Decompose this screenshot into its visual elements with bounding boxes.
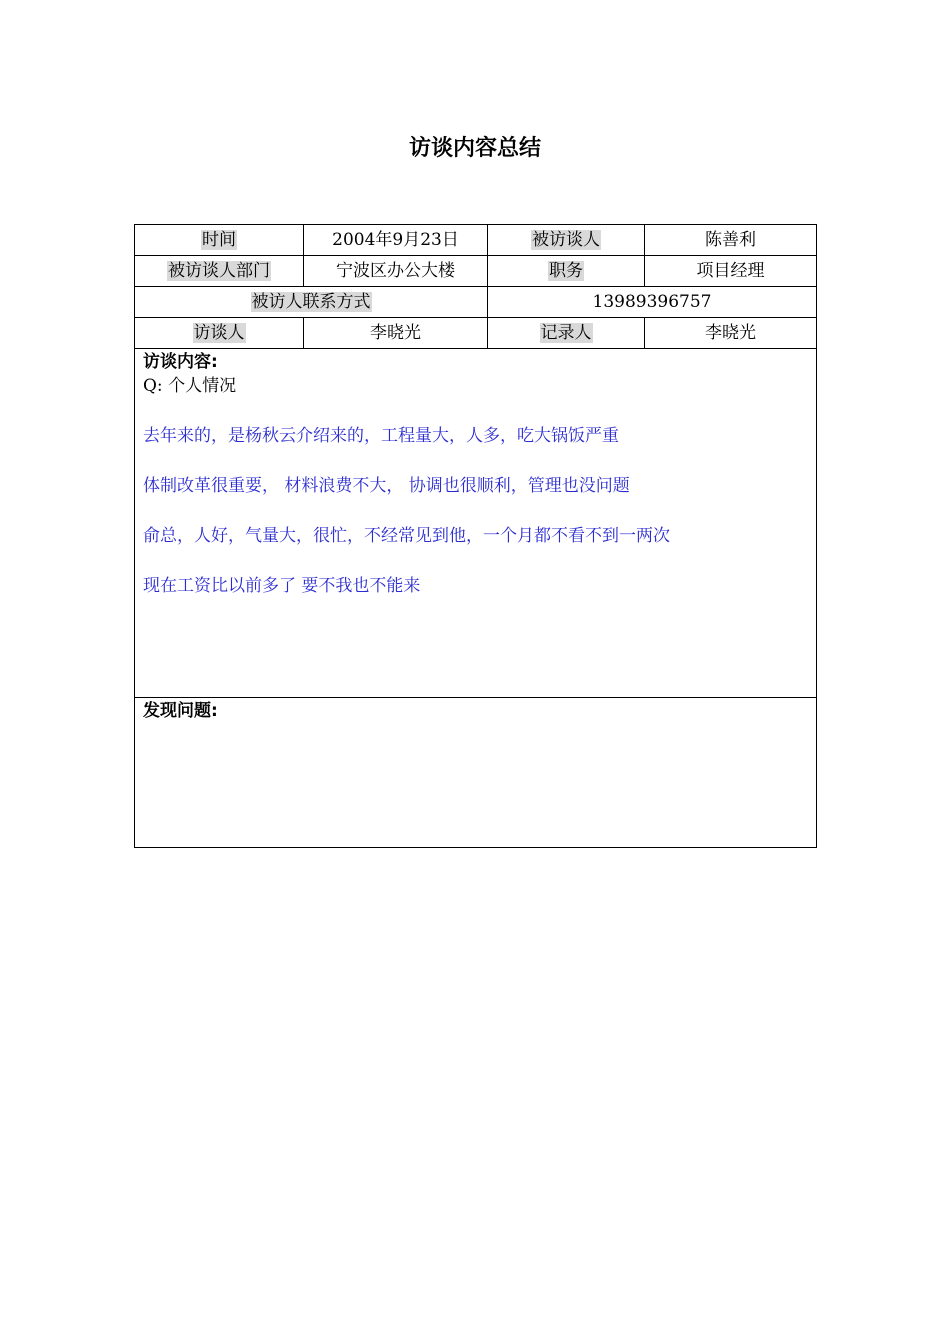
- time-value-cell: [304, 225, 488, 256]
- interview-info-table: [134, 224, 817, 848]
- interviewer-label: 访谈人: [193, 323, 245, 343]
- table-row-department: [135, 256, 817, 287]
- table-row-issues: [135, 698, 817, 848]
- table-row-time: [135, 225, 817, 256]
- recorder-value: 李晓光: [705, 323, 756, 343]
- contact-value-cell: [488, 287, 817, 318]
- interviewer-value-cell: [304, 318, 488, 349]
- time-value: 2004年9月23日: [332, 230, 459, 250]
- recorder-value-cell: [645, 318, 817, 349]
- position-label: 职务: [549, 261, 583, 281]
- contact-value: 13989396757: [592, 292, 712, 312]
- page-title: 访谈内容总结: [408, 136, 541, 161]
- table-row-content: [135, 349, 817, 698]
- interviewee-label: 被访谈人: [532, 230, 600, 250]
- position-value: 项目经理: [696, 261, 765, 281]
- position-value-cell: [645, 256, 817, 287]
- interviewer-label-cell: [135, 318, 304, 349]
- interviewee-label-cell: [488, 225, 645, 256]
- department-label-cell: [135, 256, 304, 287]
- content-label: 访谈内容:: [143, 352, 218, 372]
- position-label-cell: [488, 256, 645, 287]
- issues-label: 发现问题:: [143, 701, 218, 721]
- interviewee-value: 陈善利: [705, 230, 756, 250]
- time-label-cell: [135, 225, 304, 256]
- interviewer-value: 李晓光: [370, 323, 421, 343]
- recorder-label: 记录人: [540, 323, 592, 343]
- note-line: 俞总，人好，气量大，很忙，不经常见到他，一个月都不看不到一两次: [143, 526, 670, 546]
- issues-cell: [135, 698, 817, 848]
- department-value-cell: [304, 256, 488, 287]
- contact-label: 被访人联系方式: [251, 292, 371, 312]
- note-line: 现在工资比以前多了 要不我也不能来: [143, 576, 421, 596]
- interviewee-value-cell: [645, 225, 817, 256]
- question-line: Q: 个人情况: [143, 376, 237, 396]
- interview-content-cell: [135, 349, 817, 698]
- note-line: 去年来的，是杨秋云介绍来的，工程量大，人多，吃大锅饭严重: [143, 426, 619, 446]
- time-label: 时间: [202, 230, 236, 250]
- department-label: 被访谈人部门: [168, 261, 270, 281]
- note-line: 体制改革很重要， 材料浪费不大， 协调也很顺利，管理也没问题: [143, 476, 630, 496]
- contact-label-cell: [135, 287, 488, 318]
- recorder-label-cell: [488, 318, 645, 349]
- table-row-interviewer: [135, 318, 817, 349]
- department-value: 宁波区办公大楼: [336, 261, 455, 281]
- table-row-contact: [135, 287, 817, 318]
